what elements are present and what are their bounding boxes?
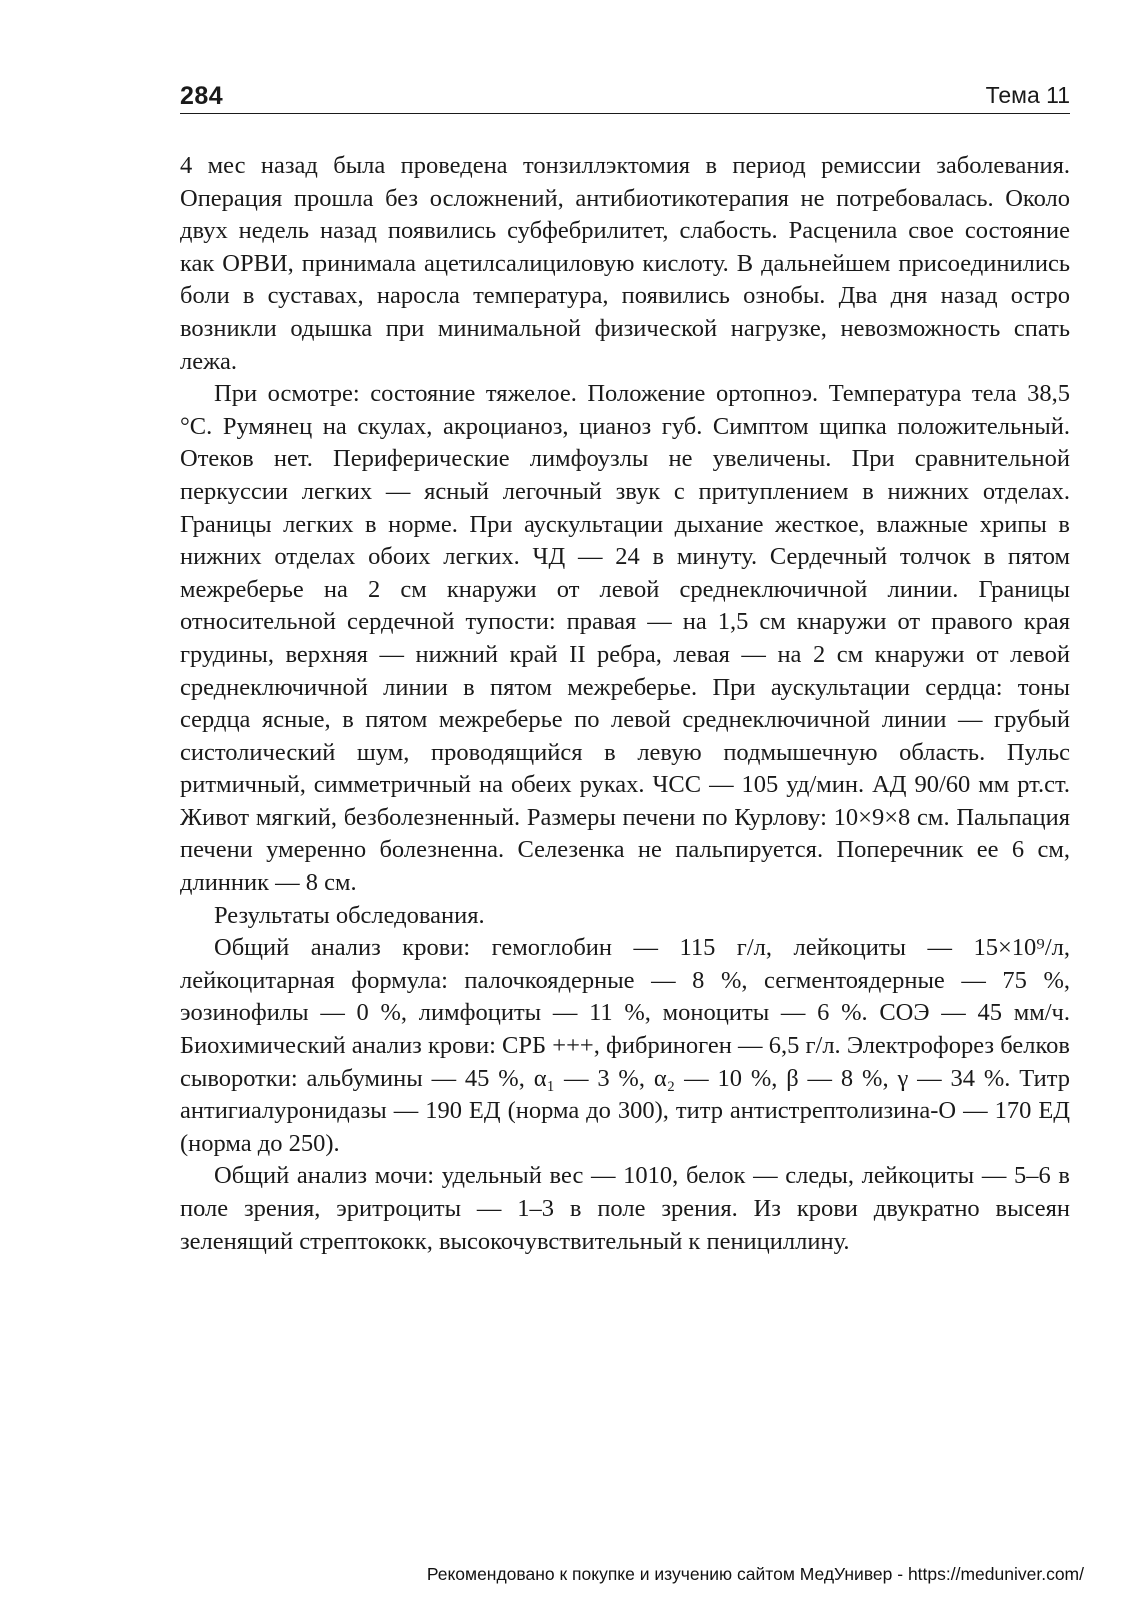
page-number: 284 (180, 82, 224, 110)
paragraph-anamnesis: 4 мес назад была проведена тонзиллэктомия в период ремиссии заболевания. Операция прошла без осложнений, антибиотикотерапия не потребовалась. Около двух недель назад появились субфебрилитет, слабость. Расценила свое состояние как ОРВИ, принимала ацетилсалициловую кислоту. В дальнейшем присоединились боли в суставах, наросла температура, появились ознобы. Два дня назад остро возникли одышка при минимальной физической нагрузке, невозможность спать лежа. (180, 152, 1070, 375)
paragraph-urine-tests: Общий анализ мочи: удельный вес — 1010, белок — следы, лейкоциты — 5–6 в поле зрения, эритроциты — 1–3 в поле зрения. Из крови двукратно высеян зеленящий стрептококк, высокочувствительный к пенициллину. (180, 1162, 1070, 1255)
paragraph-results-heading: Результаты обследования. (214, 901, 485, 929)
footer-note: Рекомендовано к покупке и изучению сайтом МедУнивер - https://meduniver.com/ (426, 1564, 1084, 1584)
header-rule (180, 113, 1070, 114)
page-header (180, 80, 1070, 116)
paragraph-examination: При осмотре: состояние тяжелое. Положение ортопноэ. Температура тела 38,5 °С. Румянец на скулах, акроцианоз, цианоз губ. Симптом щипка положительный. Отеков нет. Периферические лимфоузлы не увеличены. При сравнительной перкуссии легких — ясный легочный звук с притуплением в нижних отделах. Границы легких в норме. При аускультации дыхание жесткое, влажные хрипы в нижних отделах обоих легких. ЧД — 24 в минуту. Сердечный толчок в пятом межреберье на 2 см кнаружи от левой среднеключичной линии. Границы относительной сердечной тупости: правая — на 1,5 см кнаружи от правого края грудины, верхняя — нижний край II ребра, левая — на 2 см кнаружи от левой среднеключичной линии в пятом межреберье. При аускультации сердца: тоны сердца ясные, в пятом межреберье по левой среднеключичной линии — грубый систолический шум, проводящийся в левую подмышечную область. Пульс ритмичный, симметричный на обеих руках. ЧСС — 105 уд/мин. АД 90/60 мм рт.ст. Живот мягкий, безболезненный. Размеры печени по Курлову: 10×9×8 см. Пальпация печени умеренно болезненна. Селезенка не пальпируется. Поперечник ее 6 см, длинник — 8 см. (180, 380, 1070, 897)
paragraph-blood-tests: Общий анализ крови: гемоглобин — 115 г/л, лейкоциты — 15×10⁹/л, лейкоцитарная формула: палочкоядерные — 8 %, сегментоядерные — 75 %, эозинофилы — 0 %, лимфоциты — 11 %, моноциты — 6 %. СОЭ — 45 мм/ч. Биохимический анализ крови: СРБ +++, фибриноген — 6,5 г/л. Электрофорез белков сыворотки: альбумины — 45 %, α₁ — 3 %, α₂ — 10 %, β — 8 %, γ — 34 %. Титр антигиалуронидазы — 190 ЕД (норма до 300), титр антистрептолизина-О — 170 ЕД (норма до 250). (180, 934, 1070, 1157)
body-text (180, 150, 1070, 1258)
running-head: Тема 11 (985, 82, 1070, 108)
